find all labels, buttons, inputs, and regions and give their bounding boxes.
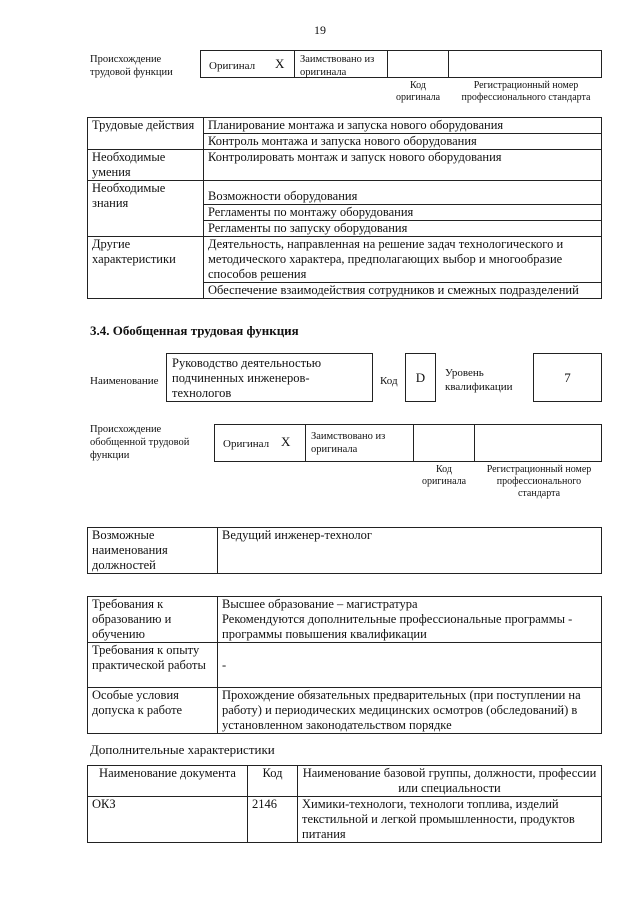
- func-label-actions: Трудовые действия: [88, 118, 204, 150]
- req-label-education: Требования к образованию и обучению: [88, 597, 218, 643]
- origin-reg-box: [448, 50, 602, 78]
- func-label-skills: Необходимые умения: [88, 150, 204, 181]
- additional-header-doc: Наименование документа: [88, 766, 248, 797]
- additional-table: [87, 765, 602, 843]
- func-value: Деятельность, направленная на решение задач технологического и методического характера, предполагающих выбор и многообразие способов решения: [204, 237, 602, 283]
- positions-label: Возможные наименования должностей: [88, 528, 218, 574]
- page-number: 19: [314, 23, 326, 37]
- req-label-experience: Требования к опыту практической работы: [88, 643, 218, 688]
- additional-cell-name: Химики-технологи, технологи топлива, изделий текстильной и легкой промышленности, продуктов питания: [298, 797, 602, 843]
- origin-code-caption: Код оригинала: [395, 80, 441, 103]
- req-label-admission: Особые условия допуска к работе: [88, 688, 218, 734]
- origin2-label: Происхождение обобщенной трудовой функции: [90, 424, 190, 461]
- origin-borrowed-label: Заимствовано из оригинала: [300, 54, 375, 78]
- requirements-table: [87, 596, 602, 734]
- origin2-original-box: [214, 424, 306, 462]
- origin2-borrowed-box: [305, 424, 414, 462]
- additional-title: Дополнительные характеристики: [90, 742, 275, 757]
- gen-code-label: Код: [380, 375, 398, 387]
- origin2-original-label: Оригинал: [223, 438, 270, 450]
- origin-borrowed-box: [294, 50, 388, 78]
- req-value-education: Высшее образование – магистратура Рекомендуются дополнительные профессиональные программы - программы повышения квалификации: [218, 597, 602, 643]
- positions-value: Ведущий инженер-технолог: [218, 528, 602, 574]
- gen-level-label: Уровень квалификации: [445, 367, 513, 393]
- function-table: [87, 117, 602, 299]
- additional-header-name: Наименование базовой группы, должности, профессии или специальности: [298, 766, 602, 797]
- func-value: Обеспечение взаимодействия сотрудников и смежных подразделений: [204, 283, 602, 299]
- req-value-admission: Прохождение обязательных предварительных (при поступлении на работу) и периодических медицинских осмотров (обследований) в установленном законодательством порядке: [218, 688, 602, 734]
- gen-code-box: [405, 353, 436, 402]
- gen-name-box: [166, 353, 373, 402]
- func-value: Регламенты по запуску оборудования: [204, 221, 602, 237]
- origin-reg-caption: Регистрационный номер профессионального стандарта: [461, 80, 591, 103]
- func-value: Контролировать монтаж и запуск нового оборудования: [204, 150, 602, 181]
- req-value-experience: -: [218, 643, 602, 688]
- origin-original-box: [200, 50, 295, 78]
- additional-cell-code: 2146: [248, 797, 298, 843]
- func-label-other: Другие характеристики: [88, 237, 204, 299]
- func-value: Возможности оборудования: [204, 181, 602, 205]
- additional-cell-doc: ОКЗ: [88, 797, 248, 843]
- gen-name-label: Наименование: [90, 375, 159, 387]
- positions-table: [87, 527, 602, 574]
- origin-original-label: Оригинал: [209, 60, 256, 72]
- gen-level-value: 7: [564, 370, 571, 385]
- func-label-knowledge: Необходимые знания: [88, 181, 204, 237]
- func-value: Контроль монтажа и запуска нового оборудования: [204, 134, 602, 150]
- origin-code-box: [387, 50, 449, 78]
- gen-name-value: Руководство деятельностью подчиненных инженеров-технологов: [172, 356, 322, 400]
- func-value: Планирование монтажа и запуска нового оборудования: [204, 118, 602, 134]
- origin-label: Происхождение трудовой функции: [90, 54, 173, 78]
- origin2-code-caption: Код оригинала: [421, 464, 467, 487]
- origin-mark: X: [275, 56, 285, 71]
- gen-level-box: [533, 353, 602, 402]
- gen-code-value: D: [415, 370, 426, 385]
- origin2-borrowed-label: Заимствовано из оригинала: [311, 431, 386, 455]
- section-heading: 3.4. Обобщенная трудовая функция: [90, 323, 299, 338]
- origin2-reg-caption: Регистрационный номер профессионального стандарта: [486, 464, 592, 499]
- origin2-mark: X: [281, 434, 291, 449]
- additional-header-code: Код: [248, 766, 298, 797]
- origin2-reg-box: [474, 424, 602, 462]
- func-value: Регламенты по монтажу оборудования: [204, 205, 602, 221]
- origin2-code-box: [413, 424, 475, 462]
